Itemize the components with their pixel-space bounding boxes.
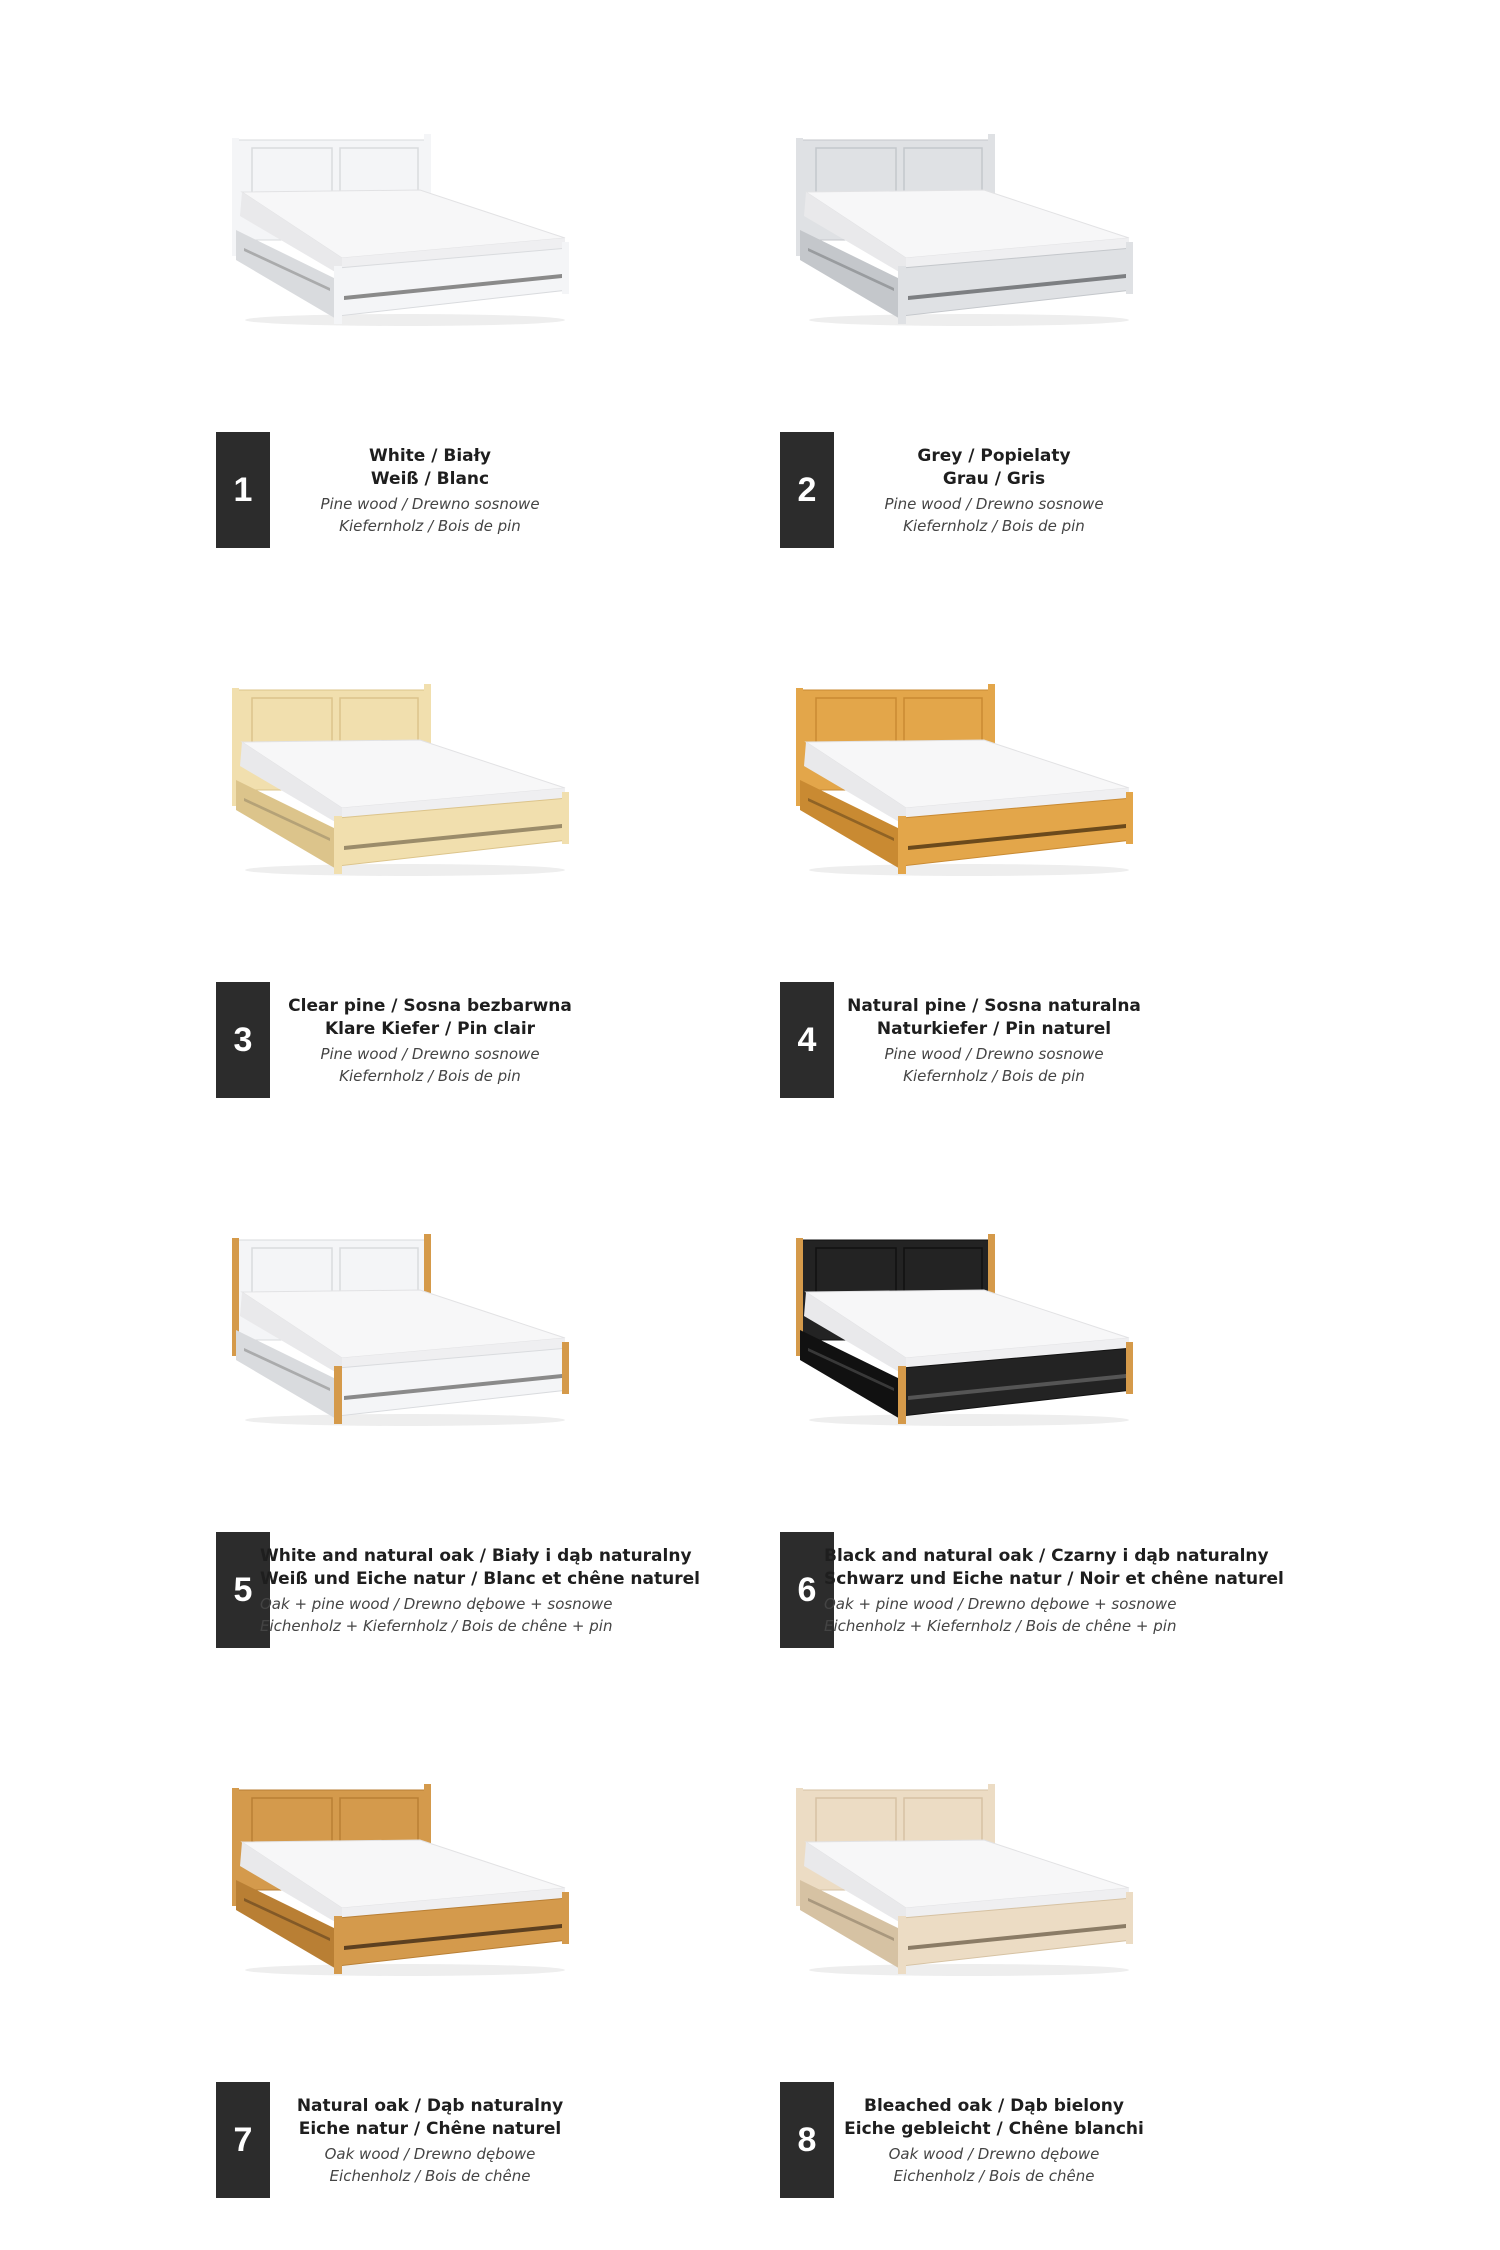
- bed-post: [562, 1342, 569, 1394]
- material-line: Eichenholz / Bois de chêne: [893, 2167, 1095, 2185]
- material-line: Eichenholz + Kiefernholz / Bois de chêne + pin: [260, 1617, 613, 1635]
- color-name-line: White and natural oak / Biały i dąb naturalny: [260, 1546, 692, 1566]
- color-name-line: Naturkiefer / Pin naturel: [876, 1019, 1112, 1039]
- bed-post: [334, 1366, 342, 1424]
- color-name-line: Natural oak / Dąb naturalny: [296, 2096, 564, 2116]
- bed-post: [562, 792, 569, 844]
- bed-shadow: [809, 1414, 1129, 1426]
- variant-number-badge: 4: [780, 982, 834, 1098]
- bed-shadow: [245, 314, 565, 326]
- color-name-line: Grau / Gris: [942, 469, 1046, 489]
- variant-description: [260, 995, 600, 1087]
- bed-shadow: [809, 314, 1129, 326]
- bed-post: [1126, 242, 1133, 294]
- color-name-line: Weiß / Blanc: [370, 469, 490, 489]
- bed-post: [334, 816, 342, 874]
- color-name-line: Eiche gebleicht / Chêne blanchi: [844, 2119, 1144, 2139]
- material-line: Oak wood / Drewno dębowe: [888, 2145, 1100, 2163]
- variant-number-badge: 5: [216, 1532, 270, 1648]
- bed-post: [1126, 1342, 1133, 1394]
- bed-post: [898, 816, 906, 874]
- color-name-line: Weiß und Eiche natur / Blanc et chêne naturel: [260, 1569, 700, 1589]
- material-line: Pine wood / Drewno sosnowe: [884, 495, 1104, 513]
- bed-post: [334, 1916, 342, 1974]
- color-name-line: White / Biały: [368, 446, 492, 466]
- color-name-line: Eiche natur / Chêne naturel: [298, 2119, 562, 2139]
- bed-shadow: [245, 1414, 565, 1426]
- variant-card: [714, 1100, 1414, 1650]
- bed-post: [562, 242, 569, 294]
- variant-number-badge: 6: [780, 1532, 834, 1648]
- bed-shadow: [245, 1964, 565, 1976]
- color-name-line: Klare Kiefer / Pin clair: [324, 1019, 536, 1039]
- variant-number-badge: 2: [780, 432, 834, 548]
- variant-description: [824, 995, 1164, 1087]
- variant-description: [260, 445, 600, 537]
- bed-image: [794, 130, 1134, 330]
- material-line: Pine wood / Drewno sosnowe: [884, 1045, 1104, 1063]
- bed-image: [230, 1230, 570, 1430]
- bed-image: [794, 680, 1134, 880]
- color-name-line: Natural pine / Sosna naturalna: [847, 996, 1141, 1016]
- material-line: Eichenholz + Kiefernholz / Bois de chêne + pin: [824, 1617, 1177, 1635]
- bed-post: [334, 266, 342, 324]
- color-name-line: Black and natural oak / Czarny i dąb naturalny: [824, 1546, 1269, 1566]
- variant-description: [260, 1545, 700, 1637]
- material-line: Kiefernholz / Bois de pin: [339, 1067, 521, 1085]
- bed-shadow: [809, 1964, 1129, 1976]
- bed-image: [230, 1780, 570, 1980]
- material-line: Kiefernholz / Bois de pin: [903, 1067, 1085, 1085]
- variant-number-badge: 8: [780, 2082, 834, 2198]
- bed-image: [230, 130, 570, 330]
- material-line: Kiefernholz / Bois de pin: [903, 517, 1085, 535]
- material-line: Oak + pine wood / Drewno dębowe + sosnowe: [824, 1595, 1177, 1613]
- bed-post: [898, 1366, 906, 1424]
- variant-card: [714, 550, 1414, 1100]
- bed-post: [898, 266, 906, 324]
- material-line: Oak + pine wood / Drewno dębowe + sosnowe: [260, 1595, 613, 1613]
- variant-number-badge: 3: [216, 982, 270, 1098]
- variant-description: [824, 1545, 1284, 1637]
- material-line: Oak wood / Drewno dębowe: [324, 2145, 536, 2163]
- material-line: Pine wood / Drewno sosnowe: [320, 495, 540, 513]
- variant-description: [824, 445, 1164, 537]
- material-line: Pine wood / Drewno sosnowe: [320, 1045, 540, 1063]
- bed-post: [1126, 1892, 1133, 1944]
- bed-shadow: [809, 864, 1129, 876]
- variant-card: [714, 0, 1414, 550]
- bed-post: [898, 1916, 906, 1974]
- variant-card: [714, 1650, 1414, 2200]
- variant-number-badge: 1: [216, 432, 270, 548]
- color-name-line: Bleached oak / Dąb bielony: [864, 2096, 1124, 2116]
- color-name-line: Schwarz und Eiche natur / Noir et chêne naturel: [824, 1569, 1284, 1589]
- material-line: Kiefernholz / Bois de pin: [339, 517, 521, 535]
- bed-image: [794, 1780, 1134, 1980]
- variant-description: [824, 2095, 1164, 2187]
- variant-description: [260, 2095, 600, 2187]
- bed-shadow: [245, 864, 565, 876]
- bed-post: [1126, 792, 1133, 844]
- material-line: Eichenholz / Bois de chêne: [329, 2167, 531, 2185]
- bed-post: [562, 1892, 569, 1944]
- bed-image: [794, 1230, 1134, 1430]
- color-name-line: Grey / Popielaty: [917, 446, 1071, 466]
- variant-number-badge: 7: [216, 2082, 270, 2198]
- bed-image: [230, 680, 570, 880]
- color-name-line: Clear pine / Sosna bezbarwna: [288, 996, 572, 1016]
